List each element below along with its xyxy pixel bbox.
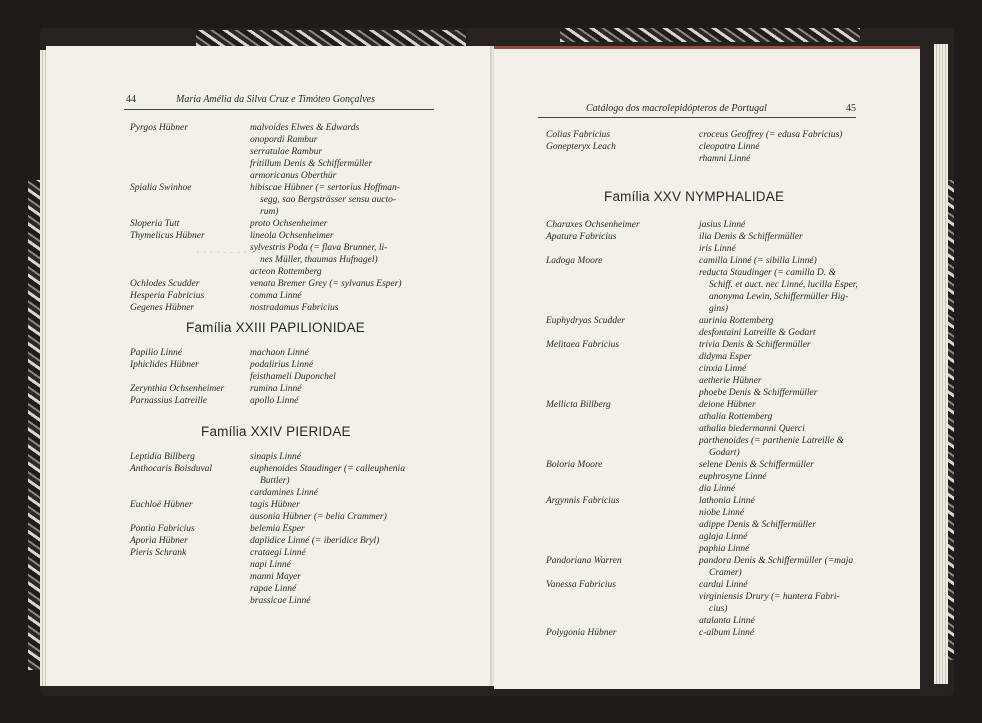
genus: Ladoga Moore bbox=[546, 256, 603, 266]
species: cardui Linné bbox=[699, 580, 748, 590]
species: sylvestris Poda (= flava Brunner, li- bbox=[250, 243, 388, 253]
species: Godart) bbox=[709, 448, 740, 458]
species: acteon Rottemberg bbox=[250, 267, 322, 277]
page-number: 44 bbox=[126, 94, 136, 105]
page-stack-right bbox=[934, 44, 948, 684]
genus: Pandoriana Warren bbox=[546, 556, 622, 566]
species: dia Linné bbox=[699, 484, 736, 494]
genus: Iphiclides Hübner bbox=[130, 360, 199, 370]
right-page bbox=[494, 46, 920, 689]
bleed-through-text: · · · · · · · · · · · · bbox=[196, 248, 275, 259]
species: aurinia Rottemberg bbox=[699, 316, 774, 326]
genus: Papilio Linné bbox=[130, 348, 182, 358]
species: cius) bbox=[709, 604, 728, 614]
family-heading: Família XXIV PIERIDAE bbox=[201, 424, 351, 439]
genus: Gegenes Hübner bbox=[130, 303, 195, 313]
species: Buttler) bbox=[260, 476, 290, 486]
species: reducta Staudinger (= camilla D. & bbox=[699, 268, 836, 278]
genus: Leptidia Billberg bbox=[130, 452, 195, 462]
genus: Mellicta Billberg bbox=[546, 400, 611, 410]
species: rapae Linné bbox=[250, 584, 297, 594]
species: comma Linné bbox=[250, 291, 302, 301]
species: malvoides Elwes & Edwards bbox=[250, 123, 360, 133]
genus: Vanessa Fabricius bbox=[546, 580, 616, 590]
species: euphenoides Staudinger (= calleuphenia bbox=[250, 464, 405, 474]
genus: Colias Fabricius bbox=[546, 130, 611, 140]
header-rule bbox=[124, 109, 434, 110]
species: serratulae Rambur bbox=[250, 147, 323, 157]
species: belemia Esper bbox=[250, 524, 305, 534]
species: Schiff. et auct. nec Linné, lucilla Esper, bbox=[709, 280, 858, 290]
genus: Pyrgos Hübner bbox=[130, 123, 188, 133]
species: desfontaini Latreille & Godart bbox=[699, 328, 816, 338]
species: trivia Denis & Schiffermüller bbox=[699, 340, 811, 350]
marbled-edge-top-left bbox=[196, 30, 466, 46]
species: nes Müller, thaumas Hufnagel) bbox=[260, 255, 378, 265]
species: pandora Denis & Schiffermüller (=maja bbox=[699, 556, 854, 566]
species: euphrosyne Linné bbox=[699, 472, 767, 482]
genus: Anthocaris Boisduval bbox=[130, 464, 213, 474]
running-header: Maria Amélia da Silva Cruz e Timóteo Gonçalves bbox=[176, 94, 375, 105]
species: brassicae Linné bbox=[250, 596, 311, 606]
species: jasius Linné bbox=[699, 220, 746, 230]
species: lineola Ochsenheimer bbox=[250, 231, 334, 241]
species: lathonia Linné bbox=[699, 496, 755, 506]
family-heading: Família XXIII PAPILIONIDAE bbox=[186, 320, 365, 335]
species: rumina Linné bbox=[250, 384, 302, 394]
genus: Zerynthia Ochsenheimer bbox=[130, 384, 225, 394]
species: rum) bbox=[260, 207, 279, 217]
species: armoricanus Oberthür bbox=[250, 171, 337, 181]
species: camilla Linné (= sibilla Linné) bbox=[699, 256, 817, 266]
genus: Hesperia Fabricius bbox=[130, 291, 205, 301]
species: apollo Linné bbox=[250, 396, 299, 406]
species: cleopatra Linné bbox=[699, 142, 760, 152]
page-number: 45 bbox=[846, 103, 856, 114]
species: daplidice Linné (= iberidice Bryl) bbox=[250, 536, 380, 546]
species: cardamines Linné bbox=[250, 488, 318, 498]
genus: Spialia Swinhoe bbox=[130, 183, 192, 193]
species: anonyma Lewin, Schiffermüller Hig- bbox=[709, 292, 849, 302]
species: ausonia Hübner (= belia Crammer) bbox=[250, 512, 387, 522]
genus: Charaxes Ochsenheimer bbox=[546, 220, 640, 230]
genus: Polygonia Hübner bbox=[546, 628, 617, 638]
species: tagis Hübner bbox=[250, 500, 300, 510]
genus: Boloria Moore bbox=[546, 460, 603, 470]
species: gins) bbox=[709, 304, 728, 314]
genus: Thymelicus Hübner bbox=[130, 231, 205, 241]
species: croceus Geoffrey (= edusa Fabricius) bbox=[699, 130, 843, 140]
species: rhamni Linné bbox=[699, 154, 751, 164]
genus: Gonepteryx Leach bbox=[546, 142, 616, 152]
species: manni Mayer bbox=[250, 572, 301, 582]
species: podalirius Linné bbox=[250, 360, 314, 370]
genus: Argynnis Fabricius bbox=[546, 496, 620, 506]
species: crataegi Linné bbox=[250, 548, 306, 558]
genus: Pieris Schrank bbox=[130, 548, 187, 558]
marbled-edge-top-right bbox=[560, 28, 860, 42]
species: aetherie Hübner bbox=[699, 376, 762, 386]
species: didyma Esper bbox=[699, 352, 752, 362]
genus: Sloperia Tutt bbox=[130, 219, 180, 229]
species: atalanta Linné bbox=[699, 616, 755, 626]
species: machaon Linné bbox=[250, 348, 309, 358]
species: sinapis Linné bbox=[250, 452, 301, 462]
species: hibiscae Hübner (= sertorius Hoffman- bbox=[250, 183, 400, 193]
species: deione Hübner bbox=[699, 400, 756, 410]
family-heading: Família XXV NYMPHALIDAE bbox=[604, 189, 785, 204]
species: paphia Linné bbox=[699, 544, 750, 554]
species: ilia Denis & Schiffermüller bbox=[699, 232, 803, 242]
species: cinxia Linné bbox=[699, 364, 747, 374]
species: proto Ochsenheimer bbox=[250, 219, 328, 229]
species: phoebe Denis & Schiffermüller bbox=[699, 388, 818, 398]
species: parthenoides (= parthenie Latreille & bbox=[699, 436, 844, 446]
genus: Melitaea Fabricius bbox=[546, 340, 620, 350]
species: onopordi Rambur bbox=[250, 135, 318, 145]
species: Cramer) bbox=[709, 568, 742, 578]
species: nostradamus Fabricius bbox=[250, 303, 339, 313]
genus: Euchloë Hübner bbox=[130, 500, 193, 510]
genus: Pontia Fabricius bbox=[130, 524, 195, 534]
species: fritillum Denis & Schiffermüller bbox=[250, 159, 373, 169]
species: niobe Linné bbox=[699, 508, 745, 518]
genus: Aporia Hübner bbox=[130, 536, 188, 546]
genus: Parnassius Latreille bbox=[130, 396, 207, 406]
species: segg, sao Bergsträsser sensu aucto- bbox=[260, 195, 397, 205]
species: selene Denis & Schiffermüller bbox=[699, 460, 814, 470]
running-header: Catálogo dos macrolepidópteros de Portugal bbox=[586, 103, 767, 114]
genus: Ochlodes Scudder bbox=[130, 279, 200, 289]
species: athalia Rottemberg bbox=[699, 412, 773, 422]
species: venata Bremer Grey (= sylvanus Esper) bbox=[250, 279, 402, 289]
species: virginiensis Drury (= huntera Fabri- bbox=[699, 592, 840, 602]
species: iris Linné bbox=[699, 244, 736, 254]
species: c-album Linné bbox=[699, 628, 755, 638]
species: feisthameli Duponchel bbox=[250, 372, 336, 382]
genus: Apatura Fabricius bbox=[546, 232, 617, 242]
species: adippe Denis & Schiffermüller bbox=[699, 520, 816, 530]
left-page bbox=[46, 46, 492, 686]
species: napi Linné bbox=[250, 560, 291, 570]
header-rule bbox=[538, 117, 856, 118]
genus: Euphydryas Scudder bbox=[546, 316, 625, 326]
species: aglaja Linné bbox=[699, 532, 748, 542]
species: athalia biedermanni Querci bbox=[699, 424, 805, 434]
